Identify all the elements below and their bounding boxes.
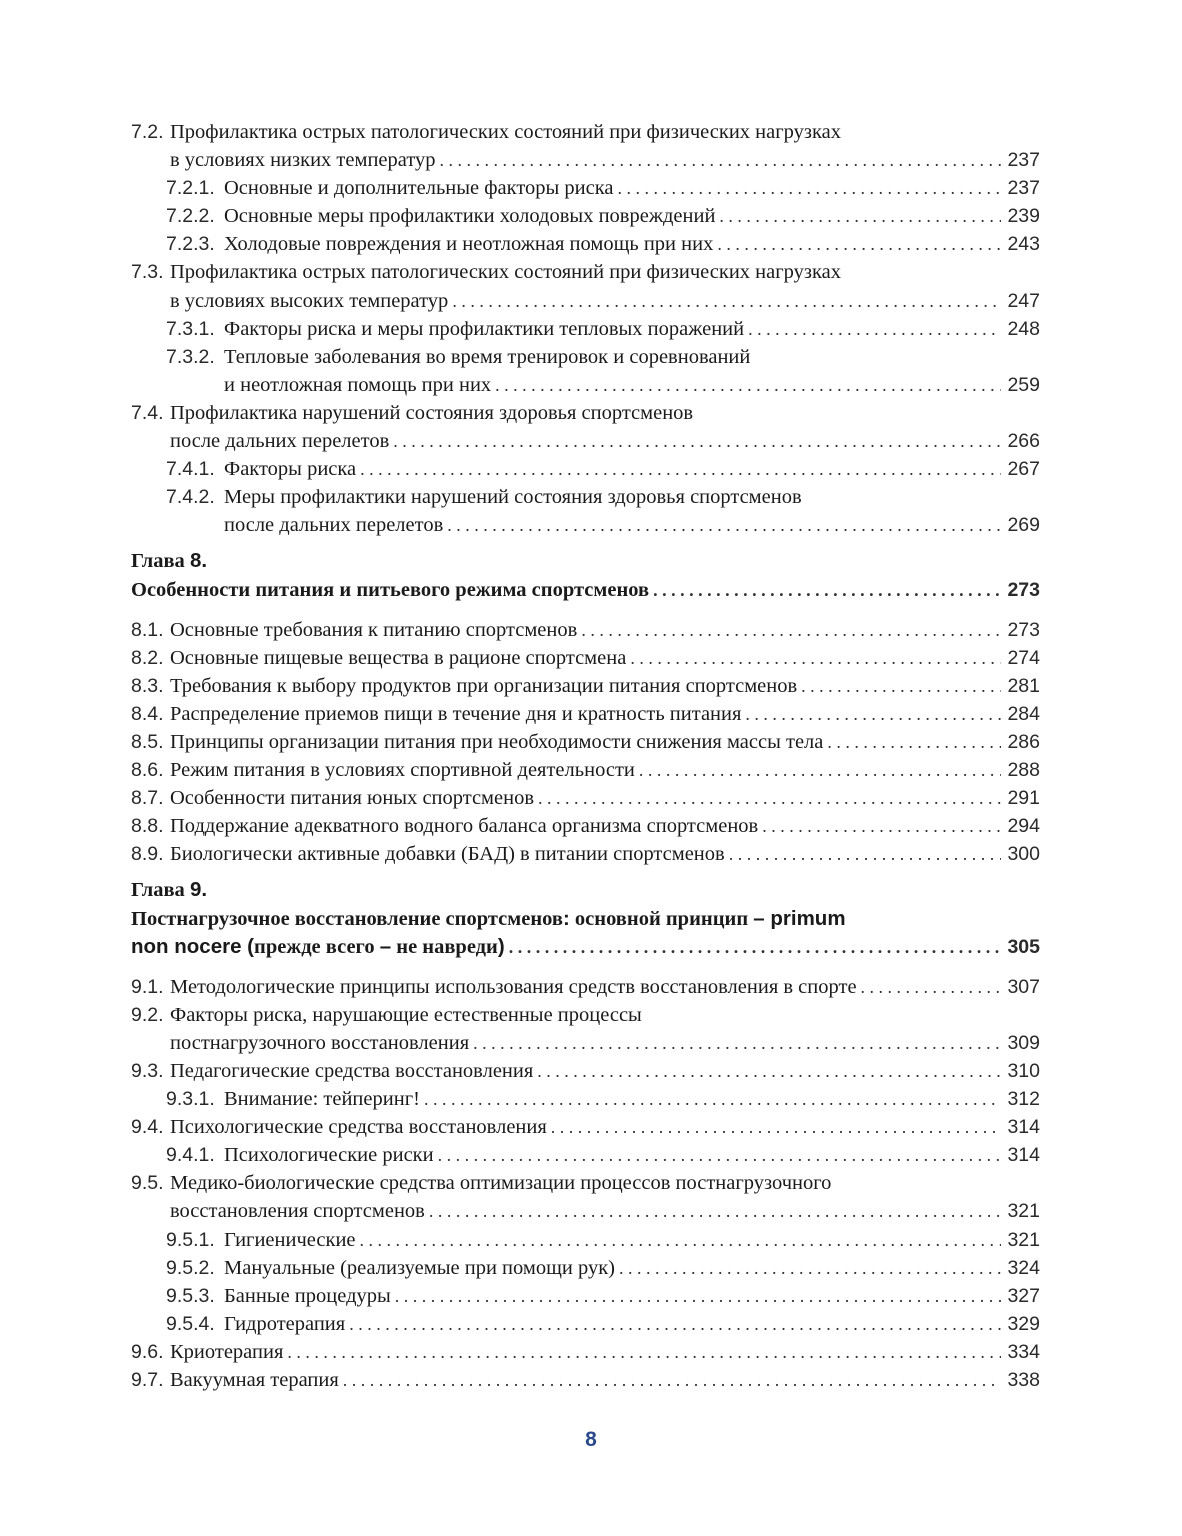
dot-leader <box>619 1254 1001 1282</box>
chapter-8-entries <box>131 616 1040 869</box>
entry-title: Основные пищевые вещества в рационе спортсмена <box>170 646 627 669</box>
dot-leader <box>429 1197 1001 1225</box>
chapter-page: 273 <box>1007 578 1040 601</box>
entry-title: и неотложная помощь при них <box>224 373 492 396</box>
entry-number: 8.4. <box>131 702 164 725</box>
entry-number: 7.4. <box>131 401 164 424</box>
entry-title: Распределение приемов пищи в течение дня и кратность питания <box>170 702 742 725</box>
entry-title: Особенности питания юных спортсменов <box>170 787 535 810</box>
dot-leader <box>495 371 1001 399</box>
dot-leader <box>447 511 1001 539</box>
toc-entry <box>131 756 1040 784</box>
entry-page: 314 <box>1007 1116 1040 1139</box>
chapter-title: не навреди <box>391 935 498 958</box>
toc-entry-7-4 <box>131 399 1040 427</box>
dot-leader <box>861 973 1001 1001</box>
entry-title: Основные и дополнительные факторы риска <box>224 177 614 200</box>
toc-entry <box>131 728 1040 756</box>
toc-entry <box>131 840 1040 868</box>
dot-leader <box>287 1338 1001 1366</box>
entry-number: 9.3.1. <box>166 1088 215 1111</box>
chapter-number: 8. <box>189 549 208 573</box>
dot-leader <box>343 1366 1001 1394</box>
entry-title: Поддержание адекватного водного баланса организма спортсменов <box>170 815 759 838</box>
entry-number: 8.1. <box>131 618 164 641</box>
entry-page: 239 <box>1007 205 1040 228</box>
dot-leader <box>551 1113 1001 1141</box>
entry-number: 8.3. <box>131 674 164 697</box>
entry-number: 8.9. <box>131 843 164 866</box>
dot-leader <box>537 1057 1001 1085</box>
entry-title: Профилактика нарушений состояния здоровья спортсменов <box>170 401 694 424</box>
entry-page: 329 <box>1007 1312 1040 1335</box>
toc-entry <box>131 644 1040 672</box>
entry-number: 7.3. <box>131 261 164 284</box>
toc-entry-9-4-1 <box>131 1141 1040 1169</box>
entry-title: в условиях высоких температур <box>170 289 449 312</box>
dot-leader <box>630 644 1001 672</box>
entry-title: восстановления спортсменов <box>170 1200 425 1223</box>
chapter-page: 305 <box>1007 935 1040 958</box>
entry-number: 9.5.2. <box>166 1256 215 1279</box>
entry-title: Холодовые повреждения и неотложная помощь при них <box>224 233 714 256</box>
table-of-contents <box>131 118 1040 1394</box>
toc-entry-9-6 <box>131 1338 1040 1366</box>
toc-entry-9-1 <box>131 973 1040 1001</box>
entry-title: Психологические средства восстановления <box>170 1116 547 1139</box>
toc-entry-7-4-1 <box>131 455 1040 483</box>
entry-page: 312 <box>1007 1088 1040 1111</box>
entry-number: 9.7. <box>131 1369 164 1392</box>
entry-number: 7.2.3. <box>166 233 215 256</box>
toc-entry-9-5 <box>131 1169 1040 1197</box>
entry-title: Тепловые заболевания во время тренировок и соревнований <box>224 345 751 368</box>
chapter-9-title-line1 <box>131 905 1040 933</box>
entry-page: 266 <box>1007 430 1040 453</box>
dot-leader <box>748 315 1001 343</box>
entry-page: 269 <box>1007 514 1040 537</box>
entry-title: Требования к выбору продуктов при организации питания спортсменов <box>170 674 798 697</box>
entry-number: 9.2. <box>131 1003 164 1026</box>
entry-page: 324 <box>1007 1256 1040 1279</box>
dot-leader <box>719 202 1001 230</box>
toc-entry-7-3 <box>131 258 1040 286</box>
entry-number: 7.3.2. <box>166 345 215 368</box>
entry-title: после дальних перелетов <box>170 430 390 453</box>
entry-page: 273 <box>1007 618 1040 641</box>
entry-page: 310 <box>1007 1060 1040 1082</box>
toc-entry-9-3 <box>131 1057 1040 1085</box>
entry-page: 284 <box>1007 702 1040 725</box>
entry-title: Основные требования к питанию спортсменов <box>170 618 578 641</box>
entry-page: 274 <box>1007 646 1040 669</box>
toc-entry-9-5-1 <box>131 1226 1040 1254</box>
toc-entry-continuation <box>131 427 1040 455</box>
toc-entry-7-4-2 <box>131 483 1040 511</box>
chapter-title: : <box>562 906 570 930</box>
dot-leader <box>801 672 1001 700</box>
dot-leader <box>424 1085 1001 1113</box>
chapter-title: Особенности питания и питьевого режима спортсменов <box>131 578 650 601</box>
entry-page: 243 <box>1007 233 1040 256</box>
entry-page: 307 <box>1007 975 1040 998</box>
chapter-title: – <box>379 934 392 958</box>
entry-number: 8.2. <box>131 646 164 669</box>
entry-page: 286 <box>1007 730 1040 753</box>
dot-leader <box>639 756 1001 784</box>
entry-number: 9.5.3. <box>166 1284 215 1307</box>
dot-leader <box>581 616 1001 644</box>
toc-entry-continuation <box>131 511 1040 539</box>
entry-number: 7.2.1. <box>166 177 215 200</box>
toc-entry-7-3-1 <box>131 315 1040 343</box>
chapter-title: прежде всего <box>254 935 380 958</box>
dot-leader <box>745 700 1001 728</box>
entry-title: Профилактика острых патологических состояний при физических нагрузках <box>170 121 841 143</box>
dot-leader <box>349 1310 1001 1338</box>
toc-entry <box>131 784 1040 812</box>
chapter-label: Глава <box>131 879 185 902</box>
entry-page: 248 <box>1007 317 1040 340</box>
chapter-8-heading <box>131 547 1040 575</box>
entry-number: 8.5. <box>131 730 164 753</box>
entry-title: Банные процедуры <box>224 1284 391 1307</box>
toc-entry-continuation <box>131 287 1040 315</box>
chapter-label: Глава <box>131 550 185 573</box>
entry-title: Вакуумная терапия <box>170 1369 339 1392</box>
toc-entry-9-5-2 <box>131 1254 1040 1282</box>
entry-page: 237 <box>1007 177 1040 200</box>
chapter-8-title <box>131 576 1040 604</box>
entry-title: Основные меры профилактики холодовых повреждений <box>224 205 716 228</box>
entry-page: 314 <box>1007 1144 1040 1167</box>
dot-leader <box>438 1141 1001 1169</box>
entry-page: 291 <box>1007 787 1040 810</box>
toc-entry-7-3-2 <box>131 343 1040 371</box>
dot-leader <box>509 933 1001 961</box>
dot-leader <box>360 1226 1001 1254</box>
entry-page: 321 <box>1007 1200 1040 1223</box>
entry-page: 300 <box>1007 843 1040 866</box>
entry-page: 247 <box>1007 289 1040 312</box>
entry-number: 9.5.1. <box>166 1228 215 1251</box>
entry-page: 237 <box>1007 149 1040 172</box>
entry-number: 7.2.2. <box>166 205 215 228</box>
dot-leader <box>393 427 1001 455</box>
entry-page: 309 <box>1007 1031 1040 1054</box>
chapter-title: – primum <box>753 906 846 930</box>
entry-number: 7.4.1. <box>166 458 215 481</box>
entry-title: Принципы организации питания при необходимости снижения массы тела <box>170 730 824 753</box>
entry-title: в условиях низких температур <box>170 149 436 172</box>
entry-number: 9.1. <box>131 975 164 998</box>
chapter-number: 9. <box>189 878 208 902</box>
toc-entry <box>131 672 1040 700</box>
entry-title: Педагогические средства восстановления <box>170 1060 534 1082</box>
toc-entry-7-2-1 <box>131 174 1040 202</box>
chapter-9-title-line2 <box>131 933 1040 961</box>
entry-number: 7.4.2. <box>166 486 215 509</box>
entry-title: Внимание: тейперинг! <box>224 1088 420 1111</box>
dot-leader <box>653 576 1001 604</box>
chapter-title: основной принцип <box>569 907 754 930</box>
dot-leader <box>618 174 1002 202</box>
entry-page: 267 <box>1007 458 1040 481</box>
entry-number: 9.5.4. <box>166 1312 215 1335</box>
entry-page: 294 <box>1007 815 1040 838</box>
entry-number: 7.3.1. <box>166 317 215 340</box>
entry-number: 9.3. <box>131 1060 164 1082</box>
toc-entry-9-3-1 <box>131 1085 1040 1113</box>
entry-title: Методологические принципы использования средств восстановления в спорте <box>170 975 857 998</box>
entry-number: 9.4. <box>131 1116 164 1139</box>
toc-entry <box>131 616 1040 644</box>
toc-entry-continuation <box>131 371 1040 399</box>
chapter-9-heading <box>131 876 1040 904</box>
entry-title: Криотерапия <box>170 1340 284 1363</box>
entry-title: Биологически активные добавки (БАД) в питании спортсменов <box>170 843 725 866</box>
entry-title: Режим питания в условиях спортивной деятельности <box>170 759 635 782</box>
entry-title: постнагрузочного восстановления <box>170 1031 470 1054</box>
toc-entry-continuation <box>131 1029 1040 1057</box>
toc-entry-7-2 <box>131 118 1040 146</box>
toc-entry-9-2 <box>131 1001 1040 1029</box>
entry-page: 281 <box>1007 674 1040 697</box>
entry-title: Меры профилактики нарушений состояния здоровья спортсменов <box>224 486 802 509</box>
dot-leader <box>395 1282 1001 1310</box>
dot-leader <box>452 287 1001 315</box>
toc-entry <box>131 700 1040 728</box>
entry-page: 327 <box>1007 1284 1040 1307</box>
entry-title: Гидротерапия <box>224 1312 346 1335</box>
entry-page: 334 <box>1007 1340 1040 1363</box>
entry-number: 8.6. <box>131 759 164 782</box>
entry-title: Гигиенические <box>224 1228 356 1251</box>
entry-number: 9.5. <box>131 1172 164 1195</box>
dot-leader <box>717 230 1001 258</box>
dot-leader <box>827 728 1001 756</box>
chapter-title: ) <box>497 934 505 958</box>
dot-leader <box>440 146 1001 174</box>
entry-page: 288 <box>1007 759 1040 782</box>
entry-title: Факторы риска <box>224 458 357 481</box>
toc-entry-9-5-4 <box>131 1310 1040 1338</box>
entry-title: Факторы риска и меры профилактики тепловых поражений <box>224 317 745 340</box>
toc-entry-continuation <box>131 1197 1040 1225</box>
toc-entry-continuation <box>131 146 1040 174</box>
toc-entry-7-2-3 <box>131 230 1040 258</box>
dot-leader <box>360 455 1001 483</box>
entry-number: 9.6. <box>131 1340 164 1363</box>
toc-entry <box>131 812 1040 840</box>
toc-entry-7-2-2 <box>131 202 1040 230</box>
entry-page: 338 <box>1007 1369 1040 1392</box>
toc-entry-9-5-3 <box>131 1282 1040 1310</box>
entry-number: 7.2. <box>131 121 164 143</box>
dot-leader <box>729 840 1001 868</box>
entry-title: Факторы риска, нарушающие естественные процессы <box>170 1003 642 1026</box>
entry-title: Психологические риски <box>224 1144 434 1167</box>
entry-number: 9.4.1. <box>166 1144 215 1167</box>
entry-title: Мануальные (реализуемые при помощи рук) <box>224 1256 615 1279</box>
chapter-title: non nocere ( <box>131 934 255 958</box>
chapter-title: Постнагрузочное восстановление спортсменов <box>131 907 563 930</box>
entry-title: Профилактика острых патологических состояний при физических нагрузках <box>170 261 841 284</box>
dot-leader <box>538 784 1001 812</box>
dot-leader <box>762 812 1001 840</box>
dot-leader <box>473 1029 1001 1057</box>
entry-number: 8.7. <box>131 787 164 810</box>
entry-title: Медико-биологические средства оптимизации процессов постнагрузочного <box>170 1172 832 1195</box>
toc-entry-9-7 <box>131 1366 1040 1394</box>
toc-entry-9-4 <box>131 1113 1040 1141</box>
entry-title: после дальних перелетов <box>224 514 444 537</box>
entry-number: 8.8. <box>131 815 164 838</box>
entry-page: 259 <box>1007 373 1040 396</box>
entry-page: 321 <box>1007 1228 1040 1251</box>
page-number: 8 <box>585 1428 597 1451</box>
